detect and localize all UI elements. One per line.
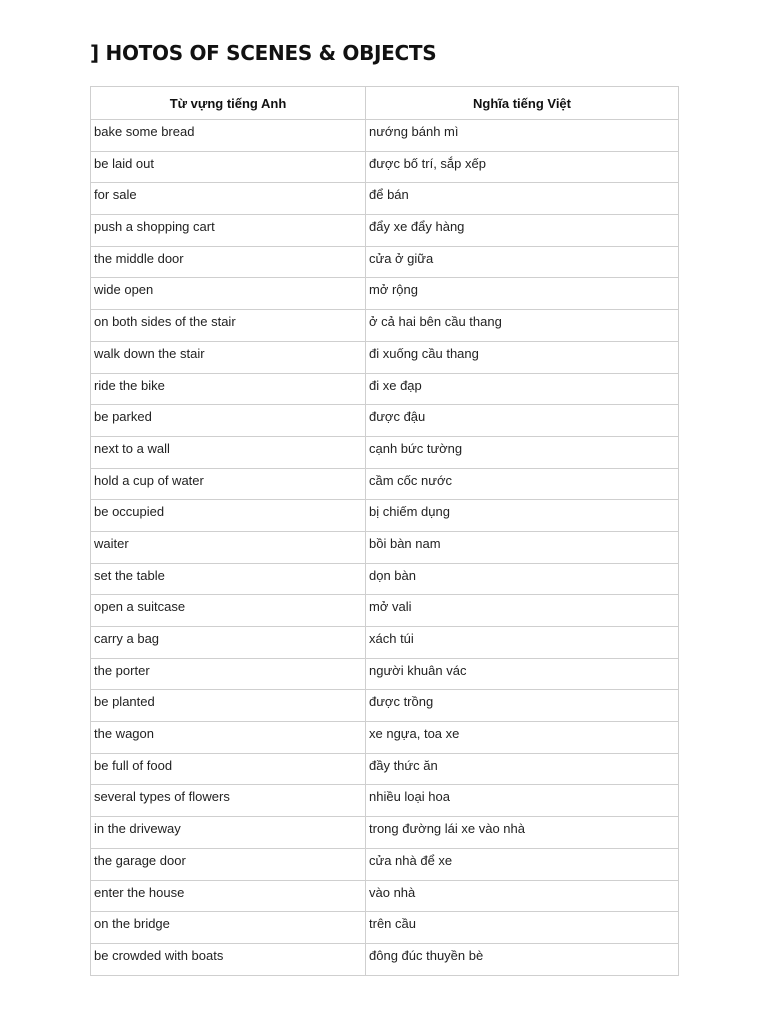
table-row: [91, 848, 679, 880]
english-term: waiter: [91, 531, 366, 563]
table-row: [91, 943, 679, 975]
english-term: next to a wall: [91, 436, 366, 468]
vietnamese-meaning: được bố trí, sắp xếp: [366, 151, 679, 183]
english-term: ride the bike: [91, 373, 366, 405]
table-row: [91, 120, 679, 152]
english-term: be planted: [91, 690, 366, 722]
vietnamese-meaning: trong đường lái xe vào nhà: [366, 817, 679, 849]
vocabulary-table: [90, 86, 679, 976]
vietnamese-meaning: cửa ở giữa: [366, 246, 679, 278]
vietnamese-meaning: đông đúc thuyền bè: [366, 943, 679, 975]
table-row: [91, 215, 679, 247]
table-row: [91, 373, 679, 405]
table-row: [91, 500, 679, 532]
vietnamese-meaning: cạnh bức tường: [366, 436, 679, 468]
page-title: ] HOTOS OF SCENES & OBJECTS: [90, 41, 437, 65]
table-row: [91, 722, 679, 754]
vietnamese-meaning: đi xuống cầu thang: [366, 341, 679, 373]
english-term: the wagon: [91, 722, 366, 754]
table-row: [91, 310, 679, 342]
table-row: [91, 627, 679, 659]
table-row: [91, 595, 679, 627]
english-term: open a suitcase: [91, 595, 366, 627]
english-term: be occupied: [91, 500, 366, 532]
english-term: set the table: [91, 563, 366, 595]
table-row: [91, 468, 679, 500]
english-term: be full of food: [91, 753, 366, 785]
vietnamese-meaning: nhiều loại hoa: [366, 785, 679, 817]
table-row: [91, 531, 679, 563]
english-term: for sale: [91, 183, 366, 215]
table-row: [91, 753, 679, 785]
english-term: push a shopping cart: [91, 215, 366, 247]
table-row: [91, 341, 679, 373]
table-row: [91, 405, 679, 437]
vietnamese-meaning: bị chiếm dụng: [366, 500, 679, 532]
english-term: on both sides of the stair: [91, 310, 366, 342]
vietnamese-meaning: vào nhà: [366, 880, 679, 912]
vietnamese-meaning: để bán: [366, 183, 679, 215]
english-term: hold a cup of water: [91, 468, 366, 500]
english-term: in the driveway: [91, 817, 366, 849]
vietnamese-meaning: xách túi: [366, 627, 679, 659]
english-term: several types of flowers: [91, 785, 366, 817]
table-row: [91, 246, 679, 278]
vietnamese-meaning: được trồng: [366, 690, 679, 722]
vietnamese-meaning: cửa nhà để xe: [366, 848, 679, 880]
english-term: be laid out: [91, 151, 366, 183]
table-row: [91, 817, 679, 849]
table-row: [91, 880, 679, 912]
column-header-english: Từ vựng tiếng Anh: [91, 87, 366, 120]
table-row: [91, 690, 679, 722]
english-term: enter the house: [91, 880, 366, 912]
vietnamese-meaning: xe ngựa, toa xe: [366, 722, 679, 754]
vietnamese-meaning: được đậu: [366, 405, 679, 437]
table-row: [91, 278, 679, 310]
vietnamese-meaning: đầy thức ăn: [366, 753, 679, 785]
table-row: [91, 563, 679, 595]
english-term: be crowded with boats: [91, 943, 366, 975]
table-row: [91, 785, 679, 817]
english-term: be parked: [91, 405, 366, 437]
english-term: wide open: [91, 278, 366, 310]
vietnamese-meaning: mở vali: [366, 595, 679, 627]
english-term: carry a bag: [91, 627, 366, 659]
vietnamese-meaning: đi xe đạp: [366, 373, 679, 405]
table-header-row: [91, 87, 679, 120]
vietnamese-meaning: đẩy xe đẩy hàng: [366, 215, 679, 247]
vietnamese-meaning: cầm cốc nước: [366, 468, 679, 500]
vietnamese-meaning: dọn bàn: [366, 563, 679, 595]
vietnamese-meaning: người khuân vác: [366, 658, 679, 690]
english-term: walk down the stair: [91, 341, 366, 373]
vietnamese-meaning: bồi bàn nam: [366, 531, 679, 563]
vietnamese-meaning: mở rộng: [366, 278, 679, 310]
vietnamese-meaning: ở cả hai bên cầu thang: [366, 310, 679, 342]
english-term: the middle door: [91, 246, 366, 278]
table-row: [91, 151, 679, 183]
table-row: [91, 183, 679, 215]
table-row: [91, 658, 679, 690]
english-term: on the bridge: [91, 912, 366, 944]
table-body: [91, 120, 679, 976]
table-row: [91, 436, 679, 468]
english-term: the porter: [91, 658, 366, 690]
column-header-vietnamese: Nghĩa tiếng Việt: [366, 87, 679, 120]
english-term: bake some bread: [91, 120, 366, 152]
vietnamese-meaning: nướng bánh mì: [366, 120, 679, 152]
vietnamese-meaning: trên cầu: [366, 912, 679, 944]
english-term: the garage door: [91, 848, 366, 880]
table-row: [91, 912, 679, 944]
